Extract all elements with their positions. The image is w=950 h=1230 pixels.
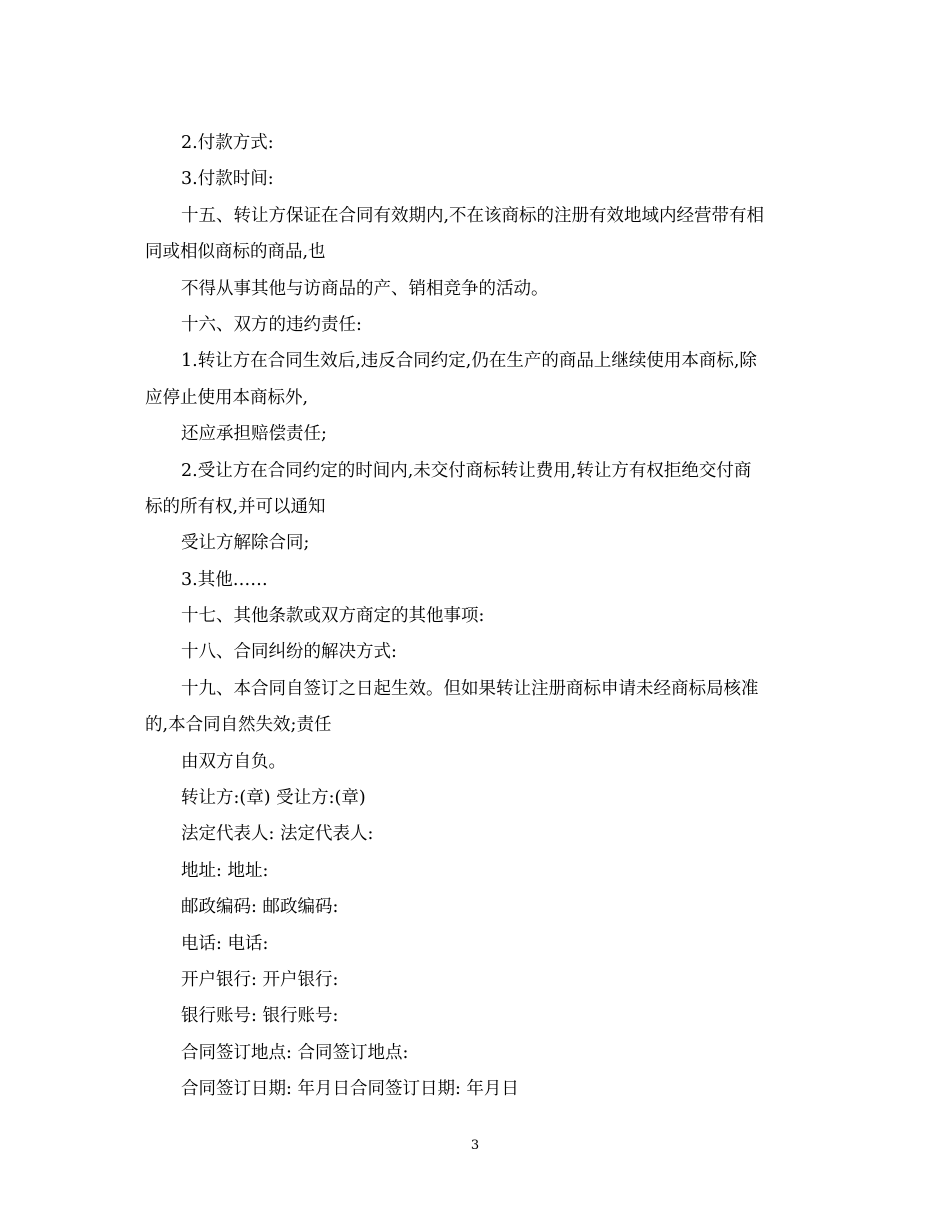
- clause-19-line-3: 由双方自负。: [181, 751, 286, 772]
- clause-16-item-2-line-1: 2.受让方在合同约定的时间内,未交付商标转让费用,转让方有权拒绝交付商: [181, 460, 752, 481]
- document-body: [145, 131, 817, 1114]
- clause-19-line-2: 的,本合同自然失效;责任: [145, 715, 332, 736]
- clause-16-item-2-line-2: 标的所有权,并可以通知: [145, 496, 326, 517]
- legal-representative-line: 法定代表人: 法定代表人:: [181, 824, 374, 845]
- clause-17: 十七、其他条款或双方商定的其他事项:: [181, 606, 485, 627]
- clause-19-line-1: 十九、本合同自签订之日起生效。但如果转让注册商标申请未经商标局核准: [181, 678, 759, 699]
- bank-line: 开户银行: 开户银行:: [181, 969, 339, 990]
- signing-place-line: 合同签订地点: 合同签订地点:: [181, 1042, 409, 1063]
- clause-16-item-1-line-3: 还应承担赔偿责任;: [181, 424, 327, 445]
- signature-parties-line: 转让方:(章) 受让方:(章): [181, 788, 366, 809]
- address-line: 地址: 地址:: [181, 860, 269, 881]
- page-number: 3: [470, 1138, 480, 1153]
- postal-code-line: 邮政编码: 邮政编码:: [181, 897, 339, 918]
- signing-date-line: 合同签订日期: 年月日合同签订日期: 年月日: [181, 1079, 519, 1100]
- clause-16-item-1-line-2: 应停止使用本商标外,: [145, 387, 309, 408]
- clause-16-item-2-line-3: 受让方解除合同;: [181, 533, 310, 554]
- clause-16-item-1-line-1: 1.转让方在合同生效后,违反合同约定,仍在生产的商品上继续使用本商标,除: [181, 351, 757, 372]
- clause-15-line-1: 十五、转让方保证在合同有效期内,不在该商标的注册有效地域内经营带有相: [181, 205, 765, 226]
- clause-15-line-3: 不得从事其他与访商品的产、销相竞争的活动。: [181, 278, 549, 299]
- payment-method-line: 2.付款方式:: [181, 133, 274, 153]
- bank-account-line: 银行账号: 银行账号:: [181, 1006, 339, 1027]
- clause-16-heading: 十六、双方的违约责任:: [181, 314, 362, 335]
- clause-15-line-2: 同或相似商标的商品,也: [145, 242, 326, 263]
- clause-18: 十八、合同纠纷的解决方式:: [181, 642, 397, 663]
- clause-16-item-3: 3.其他……: [181, 569, 268, 590]
- phone-line: 电话: 电话:: [181, 933, 269, 954]
- payment-time-line: 3.付款时间:: [181, 169, 274, 190]
